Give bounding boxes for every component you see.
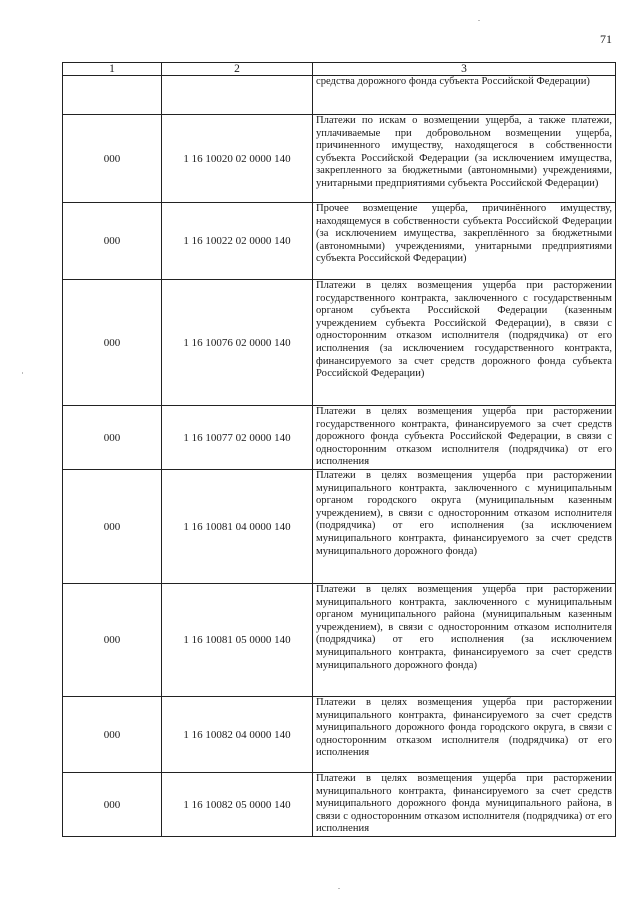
description-cell: Платежи по искам о возмещении ущерба, а также платежи, уплачиваемые при добровольном возмещении ущерба, причиненного имуществу, находящегося в собственности субъекта Российской Федерации (за исключением имущества, закрепленного за бюджетными (автономными) учреждениями, унитарными предприятиями субъекта Российской Федерации) [313, 115, 616, 203]
scan-speck [338, 888, 340, 889]
column-header-1: 1 [63, 63, 162, 76]
admin-code-cell [63, 76, 162, 115]
description-cell: Платежи в целях возмещения ущерба при расторжении муниципального контракта, финансируемого за счет средств муниципального дорожного фонда муниципального района, в связи с односторонним отказом исполнителя (подрядчика) от его исполнения [313, 773, 616, 837]
budget-code-cell: 1 16 10020 02 0000 140 [162, 115, 313, 203]
table-row [63, 406, 616, 470]
page-number: 71 [600, 32, 612, 46]
table-row [63, 280, 616, 406]
description-cell: Платежи в целях возмещения ущерба при расторжении государственного контракта, заключенного с государственным органом субъекта Российской Федерации (казенным учреждением субъекта Российской Федерации), в связи с односторонним отказом исполнителя (подрядчика) от его исполнения (за исключением государственного контракта, финансируемого за счет средств дорожного фонда субъекта Российской Федерации) [313, 280, 616, 406]
scan-speck [478, 20, 480, 21]
table-header-row [63, 63, 616, 76]
budget-code-cell: 1 16 10081 05 0000 140 [162, 584, 313, 697]
admin-code-cell: 000 [63, 203, 162, 280]
description-cell: Платежи в целях возмещения ущерба при расторжении государственного контракта, финансируемого за счет средств дорожного фонда субъекта Российской Федерации, в связи с односторонним отказом исполнителя (подрядчика) от его исполнения [313, 406, 616, 470]
budget-code-cell: 1 16 10081 04 0000 140 [162, 470, 313, 584]
budget-code-cell: 1 16 10082 04 0000 140 [162, 697, 313, 773]
admin-code-cell: 000 [63, 697, 162, 773]
admin-code-cell: 000 [63, 115, 162, 203]
description-cell: средства дорожного фонда субъекта Российской Федерации) [313, 76, 616, 115]
table-row [63, 115, 616, 203]
admin-code-cell: 000 [63, 584, 162, 697]
column-header-3: 3 [313, 63, 616, 76]
column-header-2: 2 [162, 63, 313, 76]
table-row [63, 773, 616, 837]
budget-code-cell: 1 16 10076 02 0000 140 [162, 280, 313, 406]
table-row [63, 76, 616, 115]
table-row [63, 697, 616, 773]
budget-code-cell [162, 76, 313, 115]
budget-code-cell: 1 16 10022 02 0000 140 [162, 203, 313, 280]
table-row [63, 203, 616, 280]
admin-code-cell: 000 [63, 280, 162, 406]
description-cell: Платежи в целях возмещения ущерба при расторжении муниципального контракта, заключенного с муниципальным органом городского округа (муниципальным казенным учреждением), в связи с односторонним отказом исполнителя (подрядчика) от его исполнения (за исключением муниципального контракта, финансируемого за счет средств муниципального дорожного фонда) [313, 470, 616, 584]
budget-code-cell: 1 16 10077 02 0000 140 [162, 406, 313, 470]
admin-code-cell: 000 [63, 406, 162, 470]
admin-code-cell: 000 [63, 773, 162, 837]
description-cell: Прочее возмещение ущерба, причинённого имуществу, находящемуся в собственности субъекта Российской Федерации (за исключением имущества, закреплённого за бюджетными (автономными) учреждениями, унитарными предприятиями субъекта Российской Федерации) [313, 203, 616, 280]
table-row [63, 584, 616, 697]
admin-code-cell: 000 [63, 470, 162, 584]
table-row [63, 470, 616, 584]
budget-classification-table [62, 62, 616, 837]
description-cell: Платежи в целях возмещения ущерба при расторжении муниципального контракта, финансируемого за счет средств муниципального дорожного фонда городского округа, в связи с односторонним отказом исполнителя (подрядчика) от его исполнения [313, 697, 616, 773]
scan-speck [22, 372, 23, 374]
budget-code-cell: 1 16 10082 05 0000 140 [162, 773, 313, 837]
description-cell: Платежи в целях возмещения ущерба при расторжении муниципального контракта, заключенного с муниципальным органом муниципального района (муниципальным казенным учреждением), в связи с односторонним отказом исполнителя (подрядчика) от его исполнения (за исключением муниципального контракта, финансируемого за счет средств муниципального дорожного фонда) [313, 584, 616, 697]
